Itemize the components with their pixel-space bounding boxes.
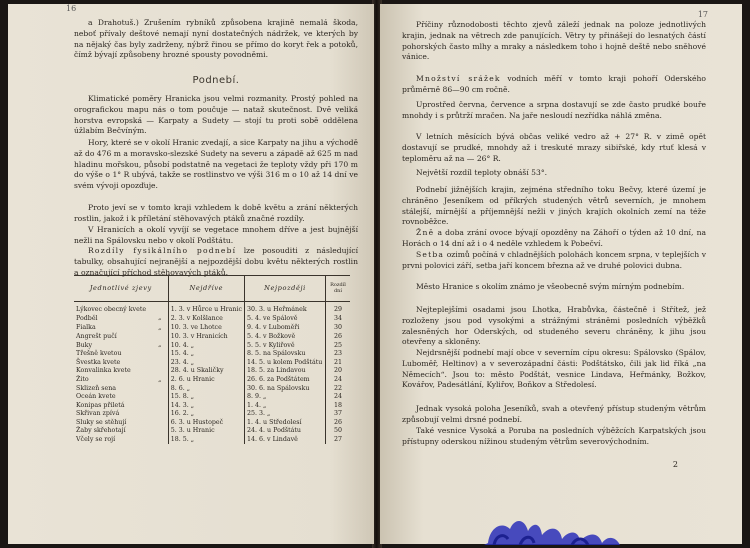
paragraph: Hory, které se v okolí Hranic zvedají, a sice Karpaty na jihu a východě až do 476 m a moravsko-slezské Sudety na severu a západě až 625 m nad hladinu mořskou, působí podstatně na vegetaci že teploty vždy při 170 m do výše o 1° R ubývá, takže se rostlinstvo ve výši 316 m o 10 až 14 dní ve svém vývoji opozďuje. — [74, 138, 358, 190]
section-heading: Podnebí. — [192, 75, 240, 86]
difference-cell: 29 — [326, 302, 351, 315]
column-header: Nejpozději — [245, 276, 326, 302]
page-number: 17 — [697, 10, 708, 19]
difference-cell: 26 — [326, 333, 351, 341]
difference-cell: 37 — [326, 410, 351, 418]
phenomenon-cell: Žito — [76, 376, 89, 384]
phenomenon-cell: Buky — [76, 341, 93, 349]
earliest-cell: 10. 4. „ — [168, 341, 244, 350]
intro-paragraph: a Drahotuš.) Zrušením rybníků způsobena krajině nemalá škoda, neboť přívaly deštové nemají nyní dostatečných nádržek, ve kterých by na nějaký čas byly zadrženy, nýbrž řinou se přímo do koryt řek a potoků, čímž bývají způsobeny hrozné spousty povodněmi. — [74, 18, 358, 60]
difference-cell: 50 — [326, 427, 351, 435]
earliest-cell: 16. 2. „ — [168, 410, 244, 418]
phenomenon-cell: Podběl — [76, 314, 98, 322]
phenomenon-cell: Včely se rojí — [76, 435, 116, 443]
table-row — [74, 419, 350, 427]
paragraph: Množství srážek vodních měří v tomto kraji pohoří Oderského průměrně 86—90 cm ročně. — [402, 74, 706, 94]
latest-cell: 14. 6. v Lindavě — [245, 436, 326, 444]
paragraph: Jednak vysoká poloha Jeseníků, svah a otevřený přístup studeným větrům způsobují velmi drsné podnebí. — [402, 404, 706, 424]
phenomenon-cell: Fialka — [76, 324, 96, 331]
earliest-cell: 8. 6. „ — [168, 385, 244, 393]
earliest-cell: 15. 4. „ — [168, 350, 244, 358]
difference-cell: 21 — [326, 359, 351, 367]
ditto-mark: „ — [158, 341, 162, 349]
paragraph: Město Hranice s okolím známo je všeobecně svým mírným podnebím. — [416, 282, 685, 291]
paragraph: Klimatické poměry Hranicka jsou velmi rozmanity. Prostý pohled na orografickou mapu nás o tom poučuje — nataž skutečnost. Dvě veliká horstva evropská — Karpaty a Sudety — stojí tu proti sobě oddělena úžlabím Bečvíným. — [74, 94, 358, 136]
latest-cell: 5. 5. v Kyliřově — [245, 341, 326, 350]
table-row — [74, 341, 350, 350]
earliest-cell: 5. 3. u Hranic — [168, 427, 244, 435]
paragraph: V letních měsících bývá občas veliké vedro až + 27° R. v zimě opět dostavují se prudké, mnohdy až i treskuté mrazy sibiřské, kdy rtuť klesá v teploměru až na — 26° R. — [402, 132, 706, 163]
earliest-cell: 14. 3. „ — [168, 402, 244, 410]
earliest-cell: 10. 3. v Hranicích — [168, 333, 244, 341]
earliest-cell: 10. 3. ve Lhotce — [168, 324, 244, 333]
table-row — [74, 427, 350, 435]
phenomenon-cell: Sluky se stěhují — [76, 418, 127, 426]
paragraph: Podnebí jižnějších krajin, zejména středního toku Bečvy, které území je chráněno Jeseníkem od příkrých studených větrů severních, je mnohem stálejší, mírnější a příjemnější nežli v jiných krajích okolních zemí na téže rovnoběžce. — [402, 185, 706, 227]
ditto-mark: „ — [158, 323, 162, 331]
difference-cell: 22 — [326, 385, 351, 393]
difference-cell: 20 — [326, 367, 351, 375]
table-row — [74, 410, 350, 418]
table-row — [74, 350, 350, 358]
latest-cell: 1. 4. u Středolesí — [245, 419, 326, 427]
ditto-mark: „ — [158, 375, 162, 383]
phenomenon-cell: Švestka kvete — [76, 358, 121, 366]
difference-cell: 30 — [326, 324, 351, 333]
difference-cell: 25 — [326, 341, 351, 350]
difference-cell: 34 — [326, 314, 351, 323]
table-row — [74, 333, 350, 341]
earliest-cell: 2. 6. u Hranic — [168, 376, 244, 385]
difference-cell: 27 — [326, 436, 351, 444]
latest-cell: 8. 5. na Spálovsku — [245, 350, 326, 358]
paragraph: Příčiny různodobosti těchto zjevů záleží jednak na poloze jednotlivých krajin, jednak na větrech zde panujících. Větry ty přinášejí do lesnatých částí pohorských často mlhy a mraky a následkem toho i hojně deště nebo sněhové vánice. — [402, 20, 706, 62]
table-row — [74, 367, 350, 375]
right-page — [380, 4, 742, 544]
difference-cell: 18 — [326, 402, 351, 410]
latest-cell: 5. 4. ve Spálově — [245, 314, 326, 323]
latest-cell: 24. 4. u Podštátu — [245, 427, 326, 435]
phenomenon-cell: Oceán kvete — [76, 393, 116, 401]
flowering-table — [74, 275, 350, 444]
latest-cell: 1. 4. „ — [245, 402, 326, 410]
ditto-mark: „ — [158, 314, 162, 322]
difference-cell: 26 — [326, 419, 351, 427]
page-number: 16 — [66, 4, 77, 13]
latest-cell: 5. 4. v Božkově — [245, 333, 326, 341]
column-header: Rozdíl dní — [326, 276, 351, 302]
paragraph: Také vesnice Vysoká a Poruba na posledních výběžcích Karpatských jsou přístupny oderskou nížinou studeným větrům severovýchodním. — [402, 426, 706, 446]
phenomenon-cell: Skřivan zpívá — [76, 410, 120, 418]
latest-cell: 30. 6. na Spálovsku — [245, 385, 326, 393]
earliest-cell: 15. 8. „ — [168, 393, 244, 401]
left-page — [8, 4, 374, 544]
paragraph: Rozdíly fysikálního podnebí lze posouditi z následující tabulky, obsahující nejranější a nejpozdější dobu květu některých rostlin a označující příchod stěhovavých ptáků. — [74, 246, 358, 277]
table-row — [74, 302, 350, 315]
paragraph: Nejdrsnější podnebí mají obce v severním cípu okresu: Spálovsko (Spálov, Luboměř, Heltinov) a v severozápadní části: Podštátsko, čili jak lid říká „na Němecích“. Jsou to: město Podštát, vesnice Lindava, Heřmánky, Božkov, Kovářov, Padesátlání, Kyliřov, Boňkov a Středolesí. — [402, 348, 706, 390]
difference-cell: 24 — [326, 393, 351, 401]
paragraph: Uprostřed června, července a srpna dostavují se zde často prudké bouře mnohdy i s průtrží mračen. Na jaře nesloudí nezřídka náhlá změna. — [402, 100, 706, 120]
phenomenon-cell: Třešně kvetou — [76, 350, 122, 358]
earliest-cell: 1. 3. v Hůrce u Hranic — [168, 302, 244, 315]
latest-cell: 9. 4. v Luboměři — [245, 324, 326, 333]
difference-cell: 24 — [326, 376, 351, 385]
phenomenon-cell: Žaby skřehotají — [76, 427, 126, 435]
paragraph: V Hranicích a okolí vyvíjí se vegetace mnohem dříve a jest bujnější nežli na Spálovsku nebo v okolí Podštátu. — [74, 225, 358, 245]
sheet-number: 2 — [672, 460, 678, 469]
table-row — [74, 376, 350, 385]
paragraph: Proto jeví se v tomto kraji vzhledem k době květu a zrání některých rostlin, jakož i k příletání stěhovavých ptáků značné rozdíly. — [74, 203, 358, 223]
table-row — [74, 324, 350, 333]
table-row — [74, 314, 350, 323]
phenomenon-cell: Angrešt pučí — [76, 332, 117, 340]
paragraph: Největší rozdíl teploty obnáší 53°. — [416, 168, 548, 177]
latest-cell: 30. 3. u Heřmánek — [245, 302, 326, 315]
table-row — [74, 402, 350, 410]
latest-cell: 8. 9. „ — [245, 393, 326, 401]
table-row — [74, 436, 350, 444]
emphasis: Množství srážek — [416, 74, 501, 83]
table-row — [74, 385, 350, 393]
latest-cell: 18. 5. za Lindavou — [245, 367, 326, 375]
difference-cell: 23 — [326, 350, 351, 358]
phenomenon-cell: Lýkovec obecný kvete — [76, 306, 147, 313]
paragraph: Žně a doba zrání ovoce bývají opozděny na Záhoří o týden až 10 dní, na Horách o 14 dní až i o 4 neděle vzhledem k Pobečví. — [402, 228, 706, 248]
earliest-cell: 2. 3. v Kolšlance — [168, 314, 244, 323]
table-row — [74, 393, 350, 401]
earliest-cell: 6. 3. u Hustopeč — [168, 419, 244, 427]
ditto-mark — [153, 304, 167, 308]
column-header: Nejdříve — [168, 276, 244, 302]
table-row — [74, 359, 350, 367]
phenomenon-cell: Sklizeň sena — [76, 385, 117, 393]
latest-cell: 14. 5. u kolem Podštátu — [245, 359, 326, 367]
emphasis: Setba — [416, 250, 445, 259]
column-header: Jednotlivé zjevy — [74, 276, 168, 302]
earliest-cell: 18. 5. „ — [168, 436, 244, 444]
earliest-cell: 28. 4. u Skaličky — [168, 367, 244, 375]
latest-cell: 25. 3. „ — [245, 410, 326, 418]
latest-cell: 26. 6. za Podštátem — [245, 376, 326, 385]
phenomenon-cell: Konipas přiletá — [76, 401, 125, 409]
phenomenon-cell: Konvalinka kvete — [76, 367, 131, 375]
paragraph: Setba ozimů počíná v chladnějších polohách koncem srpna, v teplejších v prvni polovici září, setba jaří koncem března až ve druhé polovici dubna. — [402, 250, 706, 270]
emphasis: Rozdíly fysikálního podnebí — [88, 246, 237, 255]
emphasis: Žně — [416, 228, 435, 237]
earliest-cell: 23. 4. „ — [168, 359, 244, 367]
paragraph: Nejteplejšími osadami jsou Lhotka, Hrabůvka, částečně i Střítež, jež rozloženy jsou pod vysokými a strážnými stráněmi posledních výběžků zalesněných hor Oderských, od studeného severu chráněny, k jihu jsou otevřeny a skloněny. — [402, 305, 706, 347]
